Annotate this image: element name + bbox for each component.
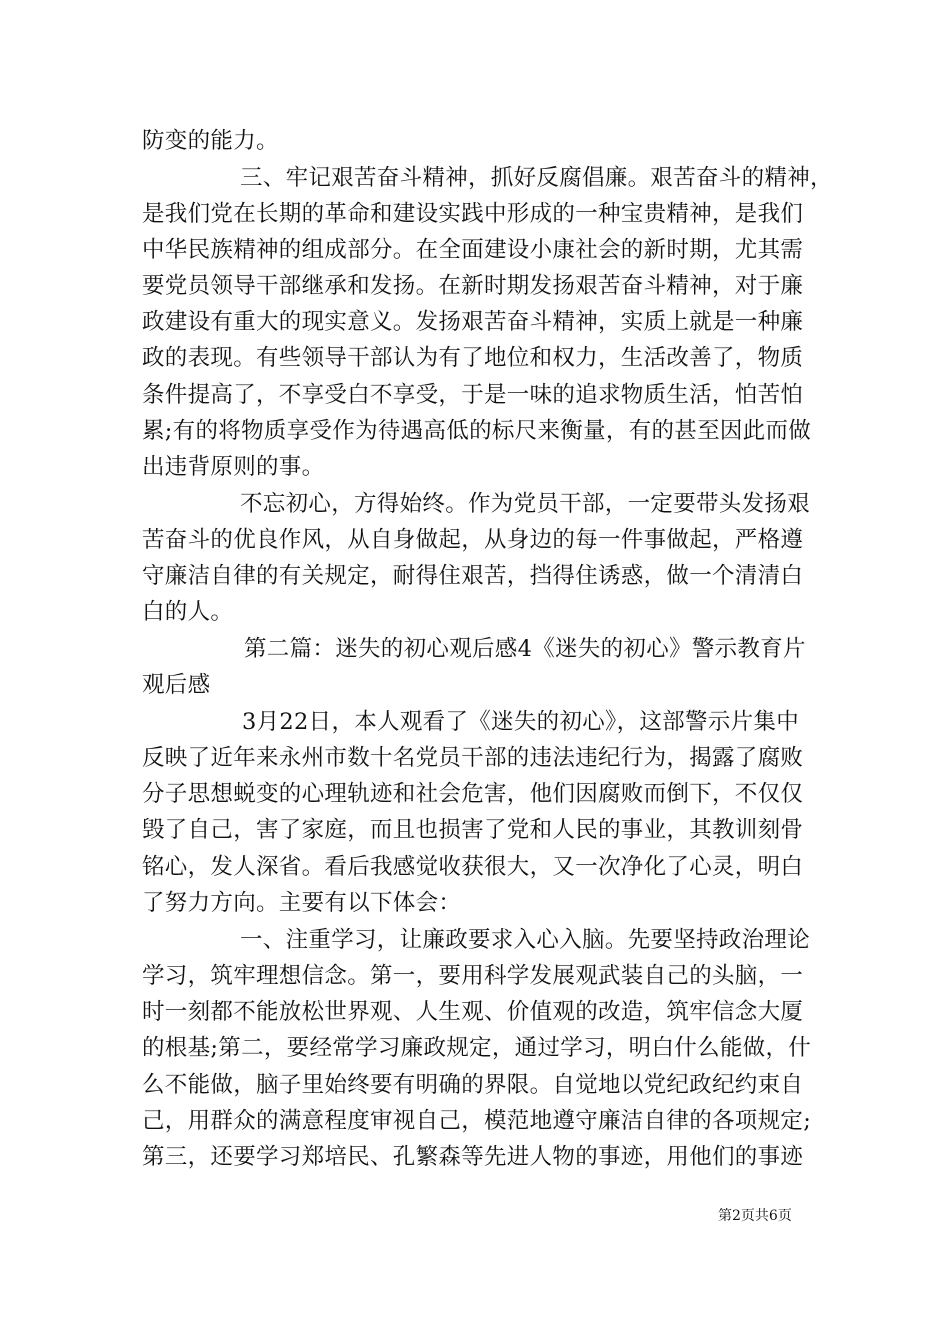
text-line: 中华民族精神的组成部分。在全面建设小康社会的新时期，尤其需: [142, 237, 804, 263]
text-line: 学习，筑牢理想信念。第一，要用科学发展观武装自己的头脑，一: [142, 963, 804, 989]
text-line: 铭心，发人深省。看后我感觉收获很大，又一次净化了心灵，明白: [142, 854, 804, 880]
text-line: 己，用群众的满意程度审视自己，模范地遵守廉洁自律的各项规定;: [142, 1108, 812, 1134]
text-line: 时一刻都不能放松世界观、人生观、价值观的改造，筑牢信念大厦: [142, 999, 804, 1025]
text-line: 的根基;第二，要经常学习廉政规定，通过学习，明白什么能做，什: [142, 1035, 812, 1061]
text-line: 第三，还要学习郑培民、孔繁森等先进人物的事迹，用他们的事迹: [142, 1144, 804, 1170]
text-line: 要党员领导干部继承和发扬。在新时期发扬艰苦奋斗精神，对于廉: [142, 273, 804, 299]
text-line: 苦奋斗的优良作风，从自身做起，从身边的每一件事做起，严格遵: [142, 527, 804, 553]
text-line: 政的表现。有些领导干部认为有了地位和权力，生活改善了，物质: [142, 345, 804, 371]
text-line: 分子思想蜕变的心理轨迹和社会危害，他们因腐败而倒下，不仅仅: [142, 781, 804, 807]
text-line: 反映了近年来永州市数十名党员干部的违法违纪行为，揭露了腐败: [142, 745, 804, 771]
section-heading: 第二篇：迷失的初心观后感4《迷失的初心》警示教育片: [244, 636, 806, 662]
text-line: 条件提高了，不享受白不享受，于是一味的追求物质生活，怕苦怕: [142, 382, 804, 408]
text-line: 守廉洁自律的有关规定，耐得住艰苦，挡得住诱惑，做一个清清白: [142, 563, 804, 589]
text-line: 一、注重学习，让廉政要求入心入脑。先要坚持政治理论: [240, 927, 811, 953]
text-line: 防变的能力。: [142, 128, 279, 154]
text-line: 了努力方向。主要有以下体会：: [142, 890, 462, 916]
text-line: 是我们党在长期的革命和建设实践中形成的一种宝贵精神，是我们: [142, 201, 804, 227]
text-line: 不忘初心，方得始终。作为党员干部，一定要带头发扬艰: [240, 491, 811, 517]
text-line: 3月22日，本人观看了《迷失的初心》，这部警示片集中: [242, 709, 799, 735]
text-line: 三、牢记艰苦奋斗精神，抓好反腐倡廉。艰苦奋斗的精神，: [240, 165, 833, 191]
text-line: 么不能做，脑子里始终要有明确的界限。自觉地以党纪政纪约束自: [142, 1072, 804, 1098]
text-line: 白的人。: [142, 599, 234, 625]
text-line: 政建设有重大的现实意义。发扬艰苦奋斗精神，实质上就是一种廉: [142, 309, 804, 335]
page-number-footer: 第2页共6页: [718, 1208, 792, 1224]
text-line: 出违背原则的事。: [142, 454, 325, 480]
text-line: 毁了自己，害了家庭，而且也损害了党和人民的事业，其教训刻骨: [142, 817, 804, 843]
section-heading-continued: 观后感: [142, 672, 211, 698]
text-line: 累;有的将物质享受作为待遇高低的标尺来衡量，有的甚至因此而做: [142, 418, 812, 444]
